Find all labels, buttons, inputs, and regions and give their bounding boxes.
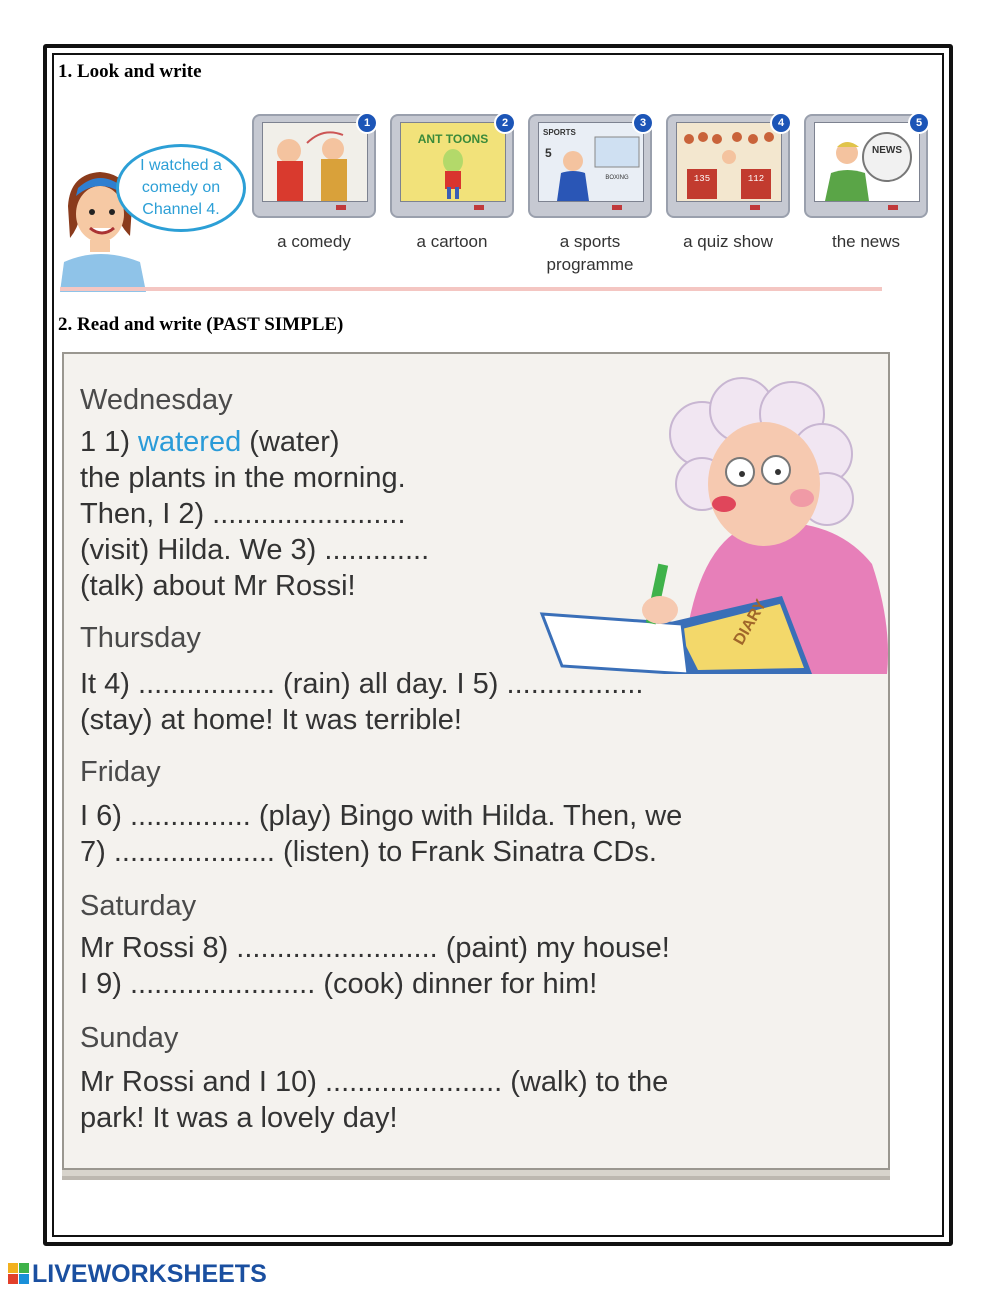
tv-cartoon-number: 2 [494,112,516,134]
sports-caption: BOXING [605,175,629,181]
tv-quiz-light [750,205,760,210]
logo-mark-icon [8,1263,30,1285]
wednesday-line-5: (talk) about Mr Rossi! [80,570,356,602]
caption-quiz-show: a quiz show [683,232,773,251]
tv-sports-number: 3 [632,112,654,134]
sunday-line-2: park! It was a lovely day! [80,1102,398,1134]
exercise-1-title: 1. Look and write [58,61,202,82]
day-sunday: Sunday [80,1022,179,1054]
caption-cartoon: a cartoon [416,232,488,251]
tv-programmes-strip [60,106,923,292]
speech-bubble-text: I watched a comedy on Channel 4. [140,157,222,218]
cartoon-logo: ANT TOONS [417,132,489,146]
tv-cartoon-screen [400,122,506,202]
wednesday-line-2: the plants in the morning. [80,462,406,494]
tv-comedy [252,114,376,218]
tv-news [804,114,928,218]
tv-comedy-screen [262,122,368,202]
tv-news-number: 5 [908,112,930,134]
day-wednesday: Wednesday [80,384,233,416]
wednesday-line-1 [80,426,340,459]
wednesday-line-1-start: 1 1) [80,426,130,458]
day-friday: Friday [80,756,161,788]
tv-cartoon [390,114,514,218]
friday-line-1: I 6) ............... (play) Bingo with Hilda. Then, we [80,800,683,832]
tv-quiz-show-screen [676,122,782,202]
day-thursday: Thursday [80,622,201,654]
caption-comedy: a comedy [277,232,351,251]
day-saturday: Saturday [80,890,197,922]
tv-sports-light [612,205,622,210]
section-divider [60,287,882,291]
diary-book-label: DIARY [730,596,771,648]
liveworksheets-logo[interactable] [8,1260,267,1288]
speech-bubble [116,144,246,232]
sunday-line-1: Mr Rossi and I 10) ...................... (walk) to the [80,1066,669,1098]
quiz-score-left: 135 [693,174,711,184]
caption-news: the news [831,232,901,251]
news-globe-text: NEWS [872,145,902,156]
tv-news-screen [814,122,920,202]
thursday-line-1: It 4) ................. (rain) all day. I 5) ................. [80,668,644,700]
saturday-line-2: I 9) ....................... (cook) dinner for him! [80,968,598,1000]
thursday-line-2: (stay) at home! It was terrible! [80,704,462,736]
quiz-score-right: 112 [747,174,765,184]
tv-quiz-show [666,114,790,218]
tv-comedy-light [336,205,346,210]
wednesday-line-3: Then, I 2) ........................ [80,498,406,530]
wednesday-line-4: (visit) Hilda. We 3) ............. [80,534,430,566]
wednesday-line-1-verb: (water) [249,426,340,458]
logo-text: LIVEWORKSHEETS [32,1259,267,1288]
grandmother-illustration [502,374,892,674]
tv-quiz-number: 4 [770,112,792,134]
caption-sports: a sports programme [546,232,634,274]
saturday-line-1: Mr Rossi 8) ......................... (paint) my house! [80,932,670,964]
diary-panel [62,352,890,1170]
tv-sports [528,114,652,218]
tv-comedy-number: 1 [356,112,378,134]
exercise-2-title: 2. Read and write (PAST SIMPLE) [58,314,344,335]
sports-channel: 5 [545,146,552,160]
example-answer: watered [138,426,242,458]
friday-line-2: 7) .................... (listen) to Frank Sinatra CDs. [80,836,657,868]
tv-news-light [888,205,898,210]
tv-sports-screen [538,122,644,202]
sports-sign: SPORTS [543,128,576,137]
tv-cartoon-light [474,205,484,210]
